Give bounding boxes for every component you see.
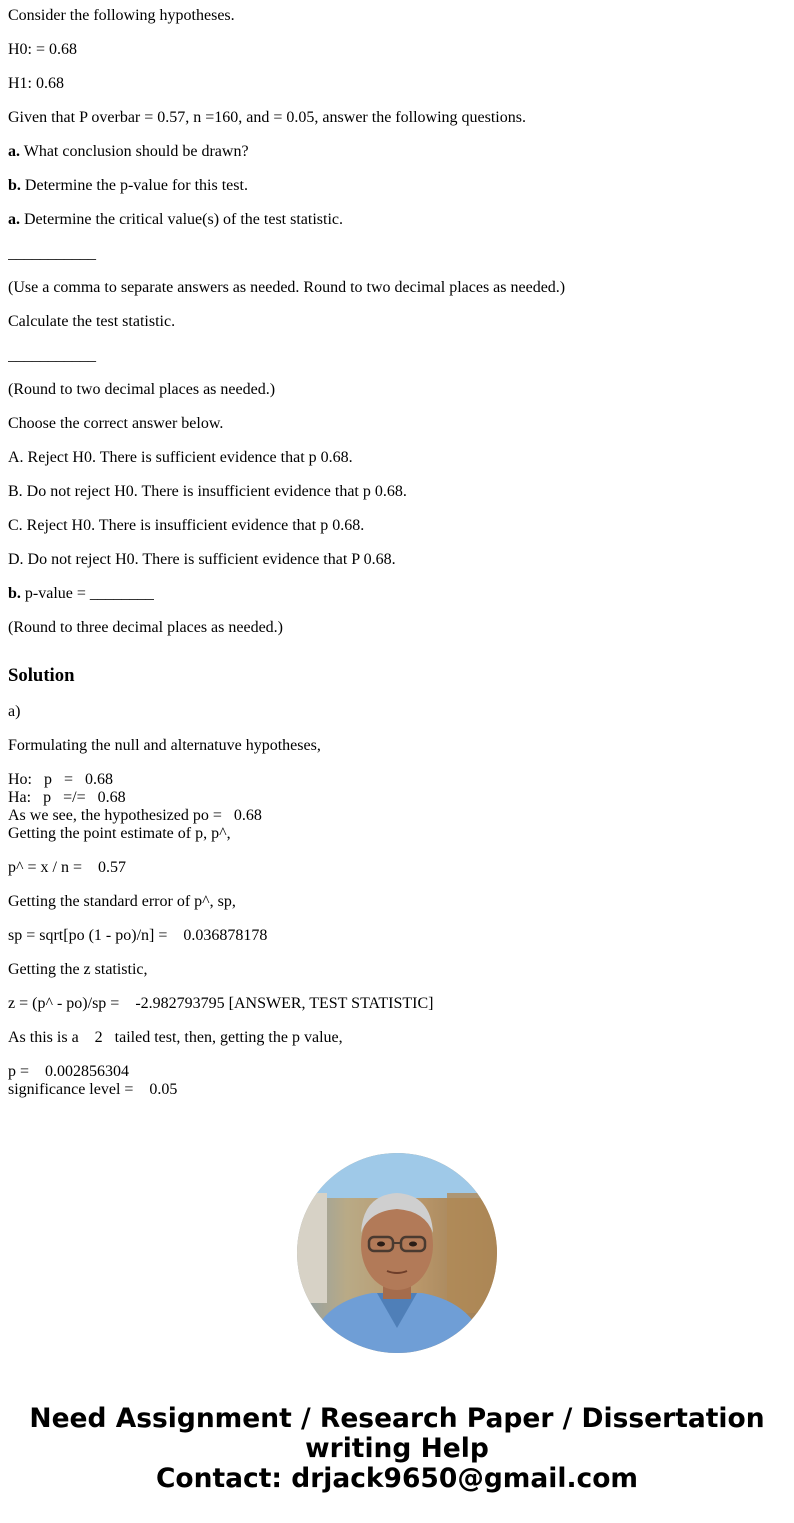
option-d: D. Do not reject H0. There is sufficient evidence that P 0.68. — [8, 551, 396, 568]
choose-prompt: Choose the correct answer below. — [8, 415, 224, 432]
solution-part: a) — [8, 703, 21, 720]
solution-se: sp = sqrt[po (1 - po)/n] = 0.036878178 — [8, 927, 268, 944]
option-a: A. Reject H0. There is sufficient evidence that p 0.68. — [8, 449, 353, 466]
hypotheses-block — [8, 771, 786, 843]
solution-hyp: As we see, the hypothesized po = 0.68 — [8, 807, 262, 824]
solution-z-intro: Getting the z statistic, — [8, 961, 148, 978]
solution-se-intro: Getting the standard error of p^, sp, — [8, 893, 236, 910]
promo-banner — [0, 1404, 794, 1494]
question-a — [8, 143, 786, 161]
given-values: Given that P overbar = 0.57, n =160, and = 0.05, answer the following questions. — [8, 109, 526, 126]
question-a-critical — [8, 211, 786, 229]
author-avatar — [297, 1153, 497, 1353]
question-a-text: What conclusion should be drawn? — [20, 143, 249, 160]
answer-blank-1: ___________ — [8, 245, 96, 262]
promo-line-1: Need Assignment / Research Paper / Dissertation — [29, 1403, 765, 1434]
solution-formulating: Formulating the null and alternatuve hypotheses, — [8, 737, 321, 754]
solution-phat: p^ = x / n = 0.57 — [8, 859, 126, 876]
question-b-label: b. — [8, 177, 21, 194]
document-body — [8, 0, 786, 1122]
pvalue-label: b. — [8, 585, 21, 602]
promo-contact: Contact: drjack9650@gmail.com — [155, 1463, 639, 1494]
solution-ha: Ha: p =/= 0.68 — [8, 789, 126, 806]
note-statistic: (Round to two decimal places as needed.) — [8, 381, 276, 398]
promo-line-2: writing Help — [305, 1433, 489, 1464]
solution-z: z = (p^ - po)/sp = -2.982793795 [ANSWER, TEST STATISTIC] — [8, 995, 434, 1012]
pvalue-question — [8, 585, 786, 603]
question-b — [8, 177, 786, 195]
solution-tail: As this is a 2 tailed test, then, getting the p value, — [8, 1029, 343, 1046]
solution-p: p = 0.002856304 — [8, 1063, 130, 1080]
option-c: C. Reject H0. There is insufficient evidence that p 0.68. — [8, 517, 365, 534]
question-b-text: Determine the p-value for this test. — [20, 177, 248, 194]
pvalue-block — [8, 1063, 786, 1099]
question-a2-label: a. — [8, 211, 20, 228]
option-b: B. Do not reject H0. There is insufficient evidence that p 0.68. — [8, 483, 407, 500]
solution-sig: significance level = 0.05 — [8, 1081, 178, 1098]
solution-heading: Solution — [8, 665, 75, 686]
question-a-label: a. — [8, 143, 20, 160]
alt-hypothesis: H1: 0.68 — [8, 75, 64, 92]
pvalue-text: p-value = ________ — [20, 585, 154, 602]
note-pvalue: (Round to three decimal places as needed.) — [8, 619, 283, 636]
calculate-prompt: Calculate the test statistic. — [8, 313, 176, 330]
solution-point: Getting the point estimate of p, p^, — [8, 825, 231, 842]
null-hypothesis: H0: = 0.68 — [8, 41, 78, 58]
solution-ho: Ho: p = 0.68 — [8, 771, 114, 788]
answer-blank-2: ___________ — [8, 347, 96, 364]
question-a2-text: Determine the critical value(s) of the test statistic. — [20, 211, 343, 228]
question-intro: Consider the following hypotheses. — [8, 7, 235, 24]
author-photo — [297, 1153, 497, 1353]
note-critical: (Use a comma to separate answers as needed. Round to two decimal places as needed.) — [8, 279, 566, 296]
